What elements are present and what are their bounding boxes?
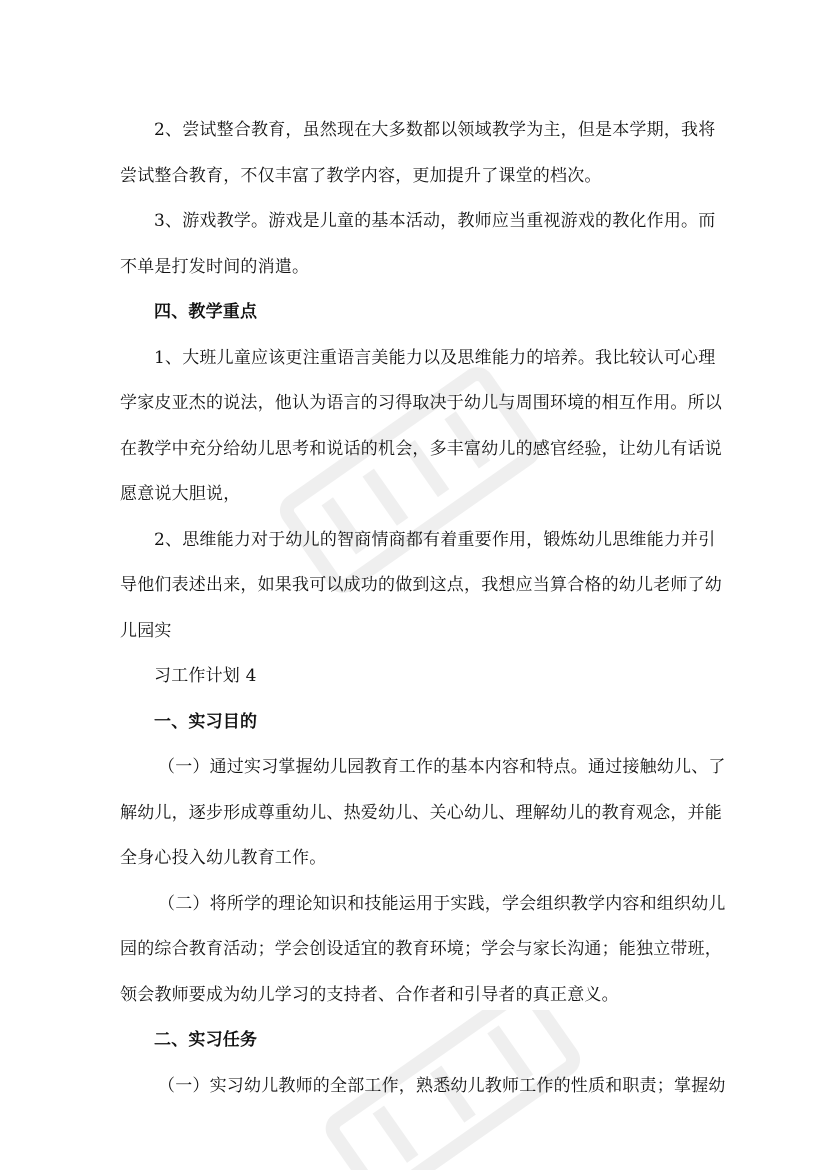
text-line: 愿意说大胆说， [120, 484, 241, 504]
paragraph-purpose-two [120, 882, 726, 1019]
section-heading-internship-purpose [120, 700, 710, 746]
text-line: （一）实习幼儿教师的全部工作，熟悉幼儿教师工作的性质和职责；掌握幼 [158, 1075, 726, 1096]
paragraph-thinking-ability [120, 518, 722, 655]
heading-text: 四、教学重点 [154, 302, 258, 322]
text-line: 3、游戏教学。游戏是儿童的基本活动，教师应当重视游戏的教化作用。而 [154, 211, 716, 231]
text-line: 导他们表述出来，如果我可以成功的做到这点，我想应当算合格的幼儿老师了幼 [120, 575, 722, 595]
text-line: 全身心投入幼儿教育工作。 [120, 848, 327, 868]
text-line: 2、尝试整合教育，虽然现在大多数都以领域教学为主，但是本学期，我将 [154, 120, 716, 140]
text-line: 学家皮亚杰的说法，他认为语言的习得取决于幼儿与周围环境的相互作用。所以 [120, 393, 722, 413]
text-line: 尝试整合教育，不仅丰富了教学内容，更加提升了课堂的档次。 [120, 165, 602, 186]
text-line: 2、思维能力对于幼儿的智商情商都有着重要作用，锻炼幼儿思维能力并引 [154, 529, 716, 550]
paragraph-task-one [120, 1064, 726, 1110]
text-line: （二）将所学的理论知识和技能运用于实践，学会组织教学内容和组织幼儿 [158, 893, 726, 914]
paragraph-integrated-education [120, 108, 716, 199]
paragraph-game-teaching [120, 199, 716, 290]
text-line: 在教学中充分给幼儿思考和说话的机会，多丰富幼儿的感官经验，让幼儿有话说 [120, 438, 722, 459]
document-body [120, 108, 726, 1109]
paragraph-language-ability [120, 336, 722, 518]
text-line: 习工作计划 4 [154, 666, 257, 686]
paragraph-purpose-one [120, 745, 726, 882]
text-line: 儿园实 [120, 620, 172, 641]
text-line: （一）通过实习掌握幼儿园教育工作的基本内容和特点。通过接触幼儿、了 [158, 757, 726, 777]
text-line: 解幼儿，逐步形成尊重幼儿、热爱幼儿、关心幼儿、理解幼儿的教育观念，并能 [120, 802, 722, 823]
paragraph-plan-title [120, 654, 710, 700]
text-line: 领会教师要成为幼儿学习的支持者、合作者和引导者的真正意义。 [120, 984, 619, 1005]
text-line: 不单是打发时间的消遣。 [120, 256, 310, 277]
section-heading-teaching-focus [120, 290, 710, 336]
section-heading-internship-tasks [120, 1018, 710, 1064]
text-line: 园的综合教育活动；学会创设适宜的教育环境；学会与家长沟通；能独立带班， [120, 939, 722, 959]
text-line: 1、大班儿童应该更注重语言美能力以及思维能力的培养。我比较认可心理 [154, 347, 716, 368]
heading-text: 一、实习目的 [154, 711, 258, 732]
heading-text: 二、实习任务 [154, 1030, 258, 1050]
